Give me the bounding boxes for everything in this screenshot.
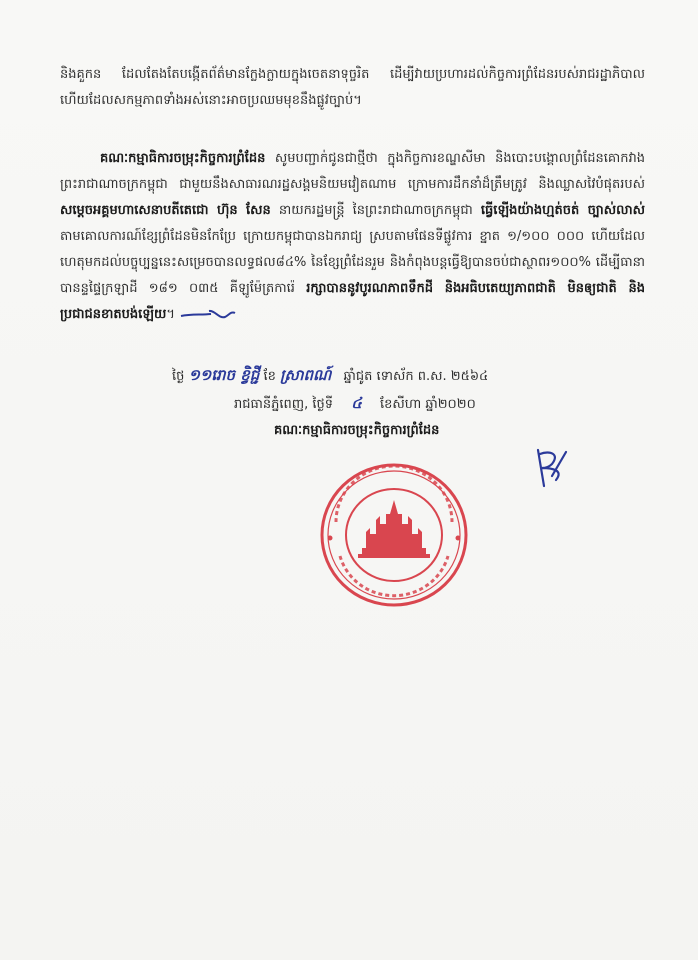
lunar-day-prefix: ថ្ងៃ [172, 369, 185, 384]
lunar-day-handwritten: ១១រោច ខ្វិជ្ជី [188, 366, 260, 384]
place-date-label: រាជធានីភ្នំពេញ, ថ្ងៃទី [234, 397, 334, 412]
lunar-month-prefix: ខែ [263, 369, 276, 384]
paragraph-2-part-c: តាមគោលការណ៍ខ្សែព្រំដែនមិនកែប្រែ ក្រោយកម្ពុជាបានឯករាជ្យ ស្របតាមផែនទីផ្លូវការ ខ្នាត ១/១០០ ០០០ ហើយដែលហេតុមកដល់បច្ចុប្បន្ននេះសម្រេចបានលទ្ធផល៨៤% នៃខ្សែព្រំដែនរួម និងកំពុងបន្តធ្វើឱ្យបានចប់ជាស្ថាពរ១០០% ដើម្បីធានាបានន្ទផ្ទៃក្រឡាដី ១៨១ ០៣៥ គីឡូម៉ែត្រការ៉េ [60, 229, 645, 296]
lunar-month-handwritten: ស្រាពណ៍ [279, 366, 332, 384]
handwritten-end-stroke-icon [179, 307, 239, 323]
lunar-date-line [172, 366, 488, 388]
gregorian-date-line [234, 394, 476, 416]
official-seal-icon [318, 460, 470, 610]
emphasis-thorough: ធ្វើឡើងយ៉ាងហ្មត់ចត់ ច្បាស់លាស់ [480, 203, 645, 218]
signature-icon [530, 446, 572, 492]
paragraph-main [60, 146, 645, 328]
emphasis-sovereignty: រក្សាបាននូវបូរណភាពទឹកដី និងអធិបតេយ្យភាពជាតិ មិនឲ្យជាតិ និងប្រជាជនខាតបង់ឡើយ [60, 281, 645, 322]
month-year: ខែសីហា ឆ្នាំ២០២០ [379, 397, 476, 412]
paragraph-2-part-a: សូមបញ្ជាក់ជូនជាថ្មីថា ក្នុងកិច្ចការខណ្ឌសីមា និងបោះបង្គោលព្រំដែនគោកវាងព្រះរាជាណាចក្រកម្ពុជា ជាមួយនឹងសាធារណរដ្ឋសង្គមនិយមវៀតណាម ក្រោមការដឹកនាំដ៏ត្រឹមត្រូវ និងឈ្លាសវៃបំផុតរបស់ [60, 151, 645, 192]
lunar-year: ឆ្នាំជូត ទោស័ក ព.ស. ២៥៦៤ [343, 369, 489, 384]
paragraph-2-part-b: នាយករដ្ឋមន្ត្រី នៃព្រះរាជាណាចក្រកម្ពុជា [270, 203, 481, 218]
leader-name: សម្ដេចអគ្គមហាសេនាបតីតេជោ ហ៊ុន សែន [60, 203, 271, 218]
paragraph-end-mark: ។ [166, 307, 175, 322]
paragraph-intro [60, 62, 645, 114]
organization-name: គណៈកម្មាធិការចម្រុះកិច្ចការព្រំដែន [100, 151, 266, 166]
paragraph-1-text: និងគួកន ដែលតែងតែបង្កើតព័ត៌មានក្លែងក្លាយក្នុងចេតនាទុច្ចរិត ដើម្បីវាយប្រហារដល់កិច្ចការព្រំដែនរបស់រាជរដ្ឋាភិបាល ហើយដែលសកម្មភាពទាំងអស់នោះអាចប្រឈមមុខនឹងផ្លូវច្បាប់។ [60, 67, 645, 108]
signatory-title: គណៈកម្មាធិការចម្រុះកិច្ចការព្រំដែន [274, 423, 440, 438]
day-handwritten: ៤ [351, 394, 362, 412]
